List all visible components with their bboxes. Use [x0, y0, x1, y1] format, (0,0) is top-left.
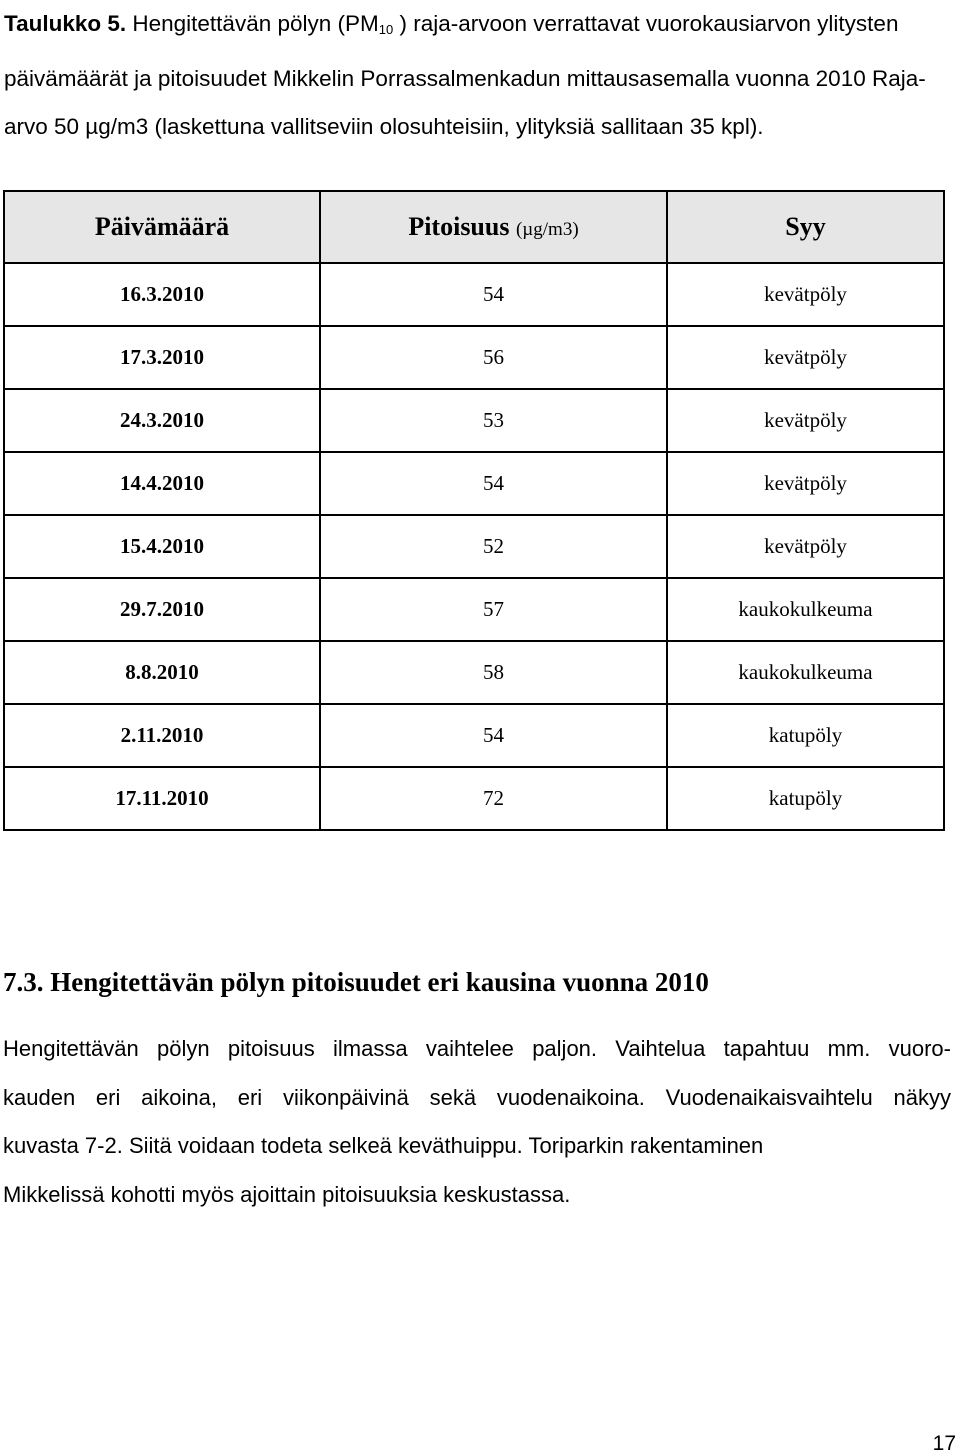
table-row	[4, 263, 944, 326]
header-concentration	[320, 191, 667, 263]
cell-date: 16.3.2010	[4, 263, 320, 326]
header-concentration-unit: (µg/m3)	[515, 219, 579, 240]
table-row	[4, 515, 944, 578]
table-row	[4, 389, 944, 452]
table-row	[4, 641, 944, 704]
caption-label: Taulukko 5.	[4, 11, 127, 36]
cell-value: 54	[320, 263, 667, 326]
table-row	[4, 326, 944, 389]
cell-date: 24.3.2010	[4, 389, 320, 452]
table-header-row	[4, 191, 944, 263]
cell-reason: katupöly	[667, 767, 944, 830]
table-row	[4, 578, 944, 641]
cell-reason: katupöly	[667, 704, 944, 767]
cell-reason: kaukokulkeuma	[667, 641, 944, 704]
paragraph-line: kuvasta 7-2. Siitä voidaan todeta selkeä keväthuippu. Toriparkin rakentaminen	[3, 1133, 764, 1159]
cell-value: 57	[320, 578, 667, 641]
cell-value: 54	[320, 704, 667, 767]
table-row	[4, 704, 944, 767]
section-heading: 7.3. Hengitettävän pölyn pitoisuudet eri kausina vuonna 2010	[3, 967, 709, 997]
cell-value: 72	[320, 767, 667, 830]
header-date: Päivämäärä	[4, 191, 320, 263]
cell-value: 52	[320, 515, 667, 578]
paragraph-line: Mikkelissä kohotti myös ajoittain pitoisuuksia keskustassa.	[3, 1182, 571, 1208]
cell-reason: kaukokulkeuma	[667, 578, 944, 641]
table-row	[4, 452, 944, 515]
cell-value: 58	[320, 641, 667, 704]
cell-value: 53	[320, 389, 667, 452]
paragraph-line: kauden eri aikoina, eri viikonpäivinä sekä vuodenaikoina. Vuodenaikaisvaihtelu näkyy	[3, 1084, 951, 1110]
cell-reason: kevätpöly	[667, 389, 944, 452]
table-row	[4, 767, 944, 830]
cell-date: 17.11.2010	[4, 767, 320, 830]
cell-reason: kevätpöly	[667, 515, 944, 578]
caption-text-rest: ) raja-arvoon verrattavat vuorokausiarvon ylitysten päivämäärät ja pitoisuudet Mikkelin Porrassalmenkadun mittausasemalla vuonna 2010 Raja-arvo 50 µg/m3 (laskettuna vallitseviin olosuhteisiin, ylityksiä sallitaan 35 kpl).	[4, 11, 926, 139]
cell-date: 14.4.2010	[4, 452, 320, 515]
caption-subscript: 10	[378, 22, 394, 37]
cell-date: 2.11.2010	[4, 704, 320, 767]
section-paragraph	[3, 1025, 951, 1220]
caption-text-start: Hengitettävän pölyn (PM	[126, 11, 379, 36]
exceedance-table	[3, 190, 945, 831]
cell-date: 15.4.2010	[4, 515, 320, 578]
table-caption	[4, 0, 954, 152]
cell-date: 8.8.2010	[4, 641, 320, 704]
cell-reason: kevätpöly	[667, 263, 944, 326]
header-concentration-label: Pitoisuus	[408, 212, 510, 241]
cell-value: 56	[320, 326, 667, 389]
cell-date: 17.3.2010	[4, 326, 320, 389]
cell-value: 54	[320, 452, 667, 515]
paragraph-line: Hengitettävän pölyn pitoisuus ilmassa vaihtelee paljon. Vaihtelua tapahtuu mm. vuoro-	[3, 1036, 951, 1061]
cell-reason: kevätpöly	[667, 452, 944, 515]
header-reason: Syy	[667, 191, 944, 263]
cell-reason: kevätpöly	[667, 326, 944, 389]
cell-date: 29.7.2010	[4, 578, 320, 641]
page-number: 17	[932, 1432, 956, 1455]
